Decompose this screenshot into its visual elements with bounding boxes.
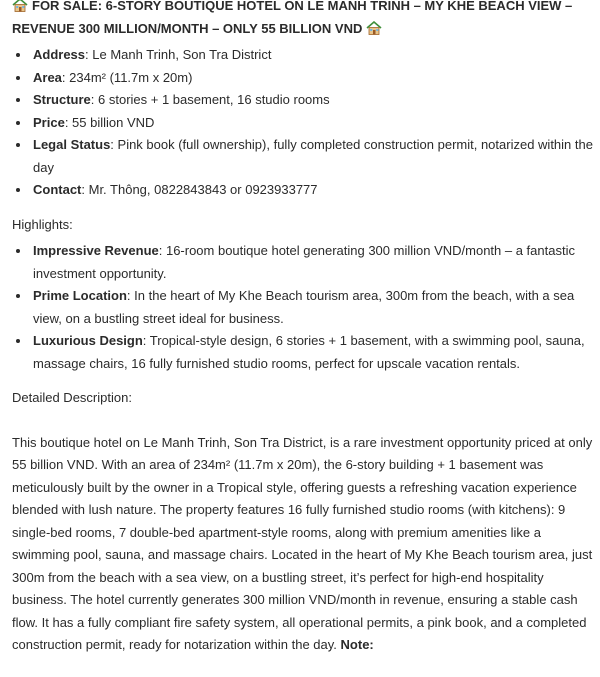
detail-contact: Contact: Mr. Thông, 0822843843 or 0923933777 [33, 179, 600, 202]
highlight-revenue: Impressive Revenue: 16-room boutique hotel generating 300 million VND/month – a fantastic investment opportunity. [33, 240, 600, 285]
details-list [12, 44, 600, 202]
highlights-heading: Highlights: [12, 216, 73, 232]
listing-title-text: FOR SALE: 6-STORY BOUTIQUE HOTEL ON LE MANH TRINH – MY KHE BEACH VIEW – REVENUE 300 MILLION/MONTH – ONLY 55 BILLION VND [12, 0, 573, 36]
detail-area: Area: 234m² (11.7m x 20m) [33, 67, 600, 90]
listing-title [12, 0, 600, 40]
house-icon [366, 21, 382, 35]
detail-address: Address: Le Manh Trinh, Son Tra District [33, 44, 600, 67]
note-label: Note: [340, 637, 374, 652]
listing-document [12, 0, 600, 657]
highlights-list [12, 240, 600, 375]
detail-price: Price: 55 billion VND [33, 112, 600, 135]
highlight-location: Prime Location: In the heart of My Khe Beach tourism area, 300m from the beach, with a sea view, on a bustling street ideal for business. [33, 285, 600, 330]
detail-structure: Structure: 6 stories + 1 basement, 16 studio rooms [33, 89, 600, 112]
house-icon [12, 0, 28, 12]
description-heading: Detailed Description: [12, 390, 132, 405]
detail-legal-status: Legal Status: Pink book (full ownership), fully completed construction permit, notarized within the day [33, 134, 600, 179]
description-paragraph: This boutique hotel on Le Manh Trinh, Son Tra District, is a rare investment opportunity priced at only 55 billion VND. With an area of 234m² (11.7m x 20m), the 6-story building + 1 basement was meticulously built by the owner in a Tropical style, offering guests a refreshing vacation experience blended with lush nature. The property features 16 fully furnished studio rooms (with kitchens): 9 single-bed rooms, 7 double-bed apartment-style rooms, along with premium amenities like a swimming pool, sauna, and massage chairs. Located in the heart of My Khe Beach tourism area, just 300m from the beach with a sea view, on a bustling street, it’s perfect for high-end hospitality business. The hotel currently generates 300 million VND/month in revenue, ensuring a stable cash flow. It has a fully compliant fire safety system, all operational permits, a pink book, and a completed construction permit, ready for notarization within the day. Note: [12, 434, 593, 652]
highlight-design: Luxurious Design: Tropical-style design, 6 stories + 1 basement, with a swimming pool, sauna, massage chairs, 16 fully furnished studio rooms, perfect for upscale vacation rentals. [33, 330, 600, 375]
